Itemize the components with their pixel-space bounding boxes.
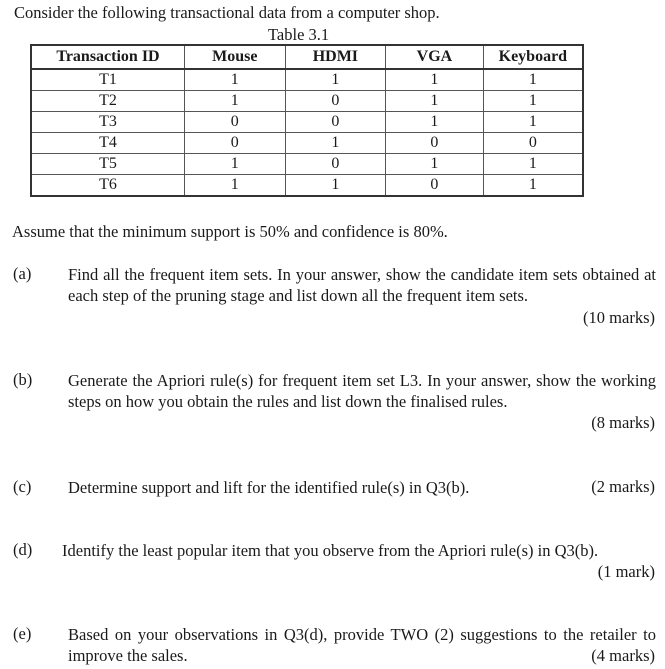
table-cell: 0 [386,133,484,154]
table-cell: 0 [285,91,386,112]
table-cell: 1 [285,175,386,197]
question-a-marks: (10 marks) [583,308,655,327]
table-cell: 0 [184,133,285,154]
table-cell: T1 [31,69,184,91]
table-cell: 1 [386,69,484,91]
header-keyboard: Keyboard [483,45,583,69]
question-d-marks: (1 mark) [597,562,655,581]
question-b-text: Generate the Apriori rule(s) for frequent item set L3. In your answer, show the working steps on how you obtain the rules and list down the finalised rules. [68,371,656,411]
question-e-marks: (4 marks) [591,646,655,665]
question-b-label: (b) [13,370,33,389]
table-cell: 1 [285,133,386,154]
table-row [31,69,583,91]
header-transaction-id: Transaction ID [31,45,184,69]
header-hdmi: HDMI [285,45,386,69]
transactions-table [30,44,584,197]
table-row [31,175,583,197]
table-cell: 1 [386,91,484,112]
question-c-text: Determine support and lift for the identified rule(s) in Q3(b). [68,478,470,497]
table-row [31,133,583,154]
table-cell: 1 [483,91,583,112]
question-d-text: Identify the least popular item that you observe from the Apriori rule(s) in Q3(b). [62,541,599,560]
table-cell: 0 [184,112,285,133]
question-a-text: Find all the frequent item sets. In your answer, show the candidate item sets obtained at each step of the pruning stage and list down all the frequent item sets. [68,265,656,305]
table-cell: 0 [483,133,583,154]
table-cell: 1 [483,154,583,175]
table-cell: 0 [285,112,386,133]
header-vga: VGA [386,45,484,69]
question-e-text: Based on your observations in Q3(d), provide TWO (2) suggestions to the retailer to improve the sales. [68,625,656,665]
question-c-label: (c) [13,477,32,496]
table-cell: 1 [483,112,583,133]
question-b-marks: (8 marks) [591,413,655,432]
table-row [31,154,583,175]
table-cell: T2 [31,91,184,112]
table-cell: 1 [184,175,285,197]
table-cell: 1 [483,69,583,91]
table-cell: 1 [184,69,285,91]
table-cell: 1 [184,154,285,175]
table-cell: 1 [483,175,583,197]
table-cell: T3 [31,112,184,133]
question-d-label: (d) [13,540,33,559]
table-cell: 0 [285,154,386,175]
table-cell: T5 [31,154,184,175]
table-cell: T4 [31,133,184,154]
table-caption: Table 3.1 [268,25,330,44]
table-cell: 0 [386,175,484,197]
table-cell: 1 [386,112,484,133]
question-c-marks: (2 marks) [591,477,655,496]
header-mouse: Mouse [184,45,285,69]
intro-text: Consider the following transactional data from a computer shop. [14,3,440,22]
table-row [31,112,583,133]
question-a-label: (a) [13,264,32,283]
table-cell: 1 [386,154,484,175]
table-cell: T6 [31,175,184,197]
table-cell: 1 [285,69,386,91]
table-row [31,91,583,112]
table-header-row [31,45,583,69]
question-e-label: (e) [13,624,32,643]
assumption-text: Assume that the minimum support is 50% and confidence is 80%. [12,222,448,241]
table-cell: 1 [184,91,285,112]
